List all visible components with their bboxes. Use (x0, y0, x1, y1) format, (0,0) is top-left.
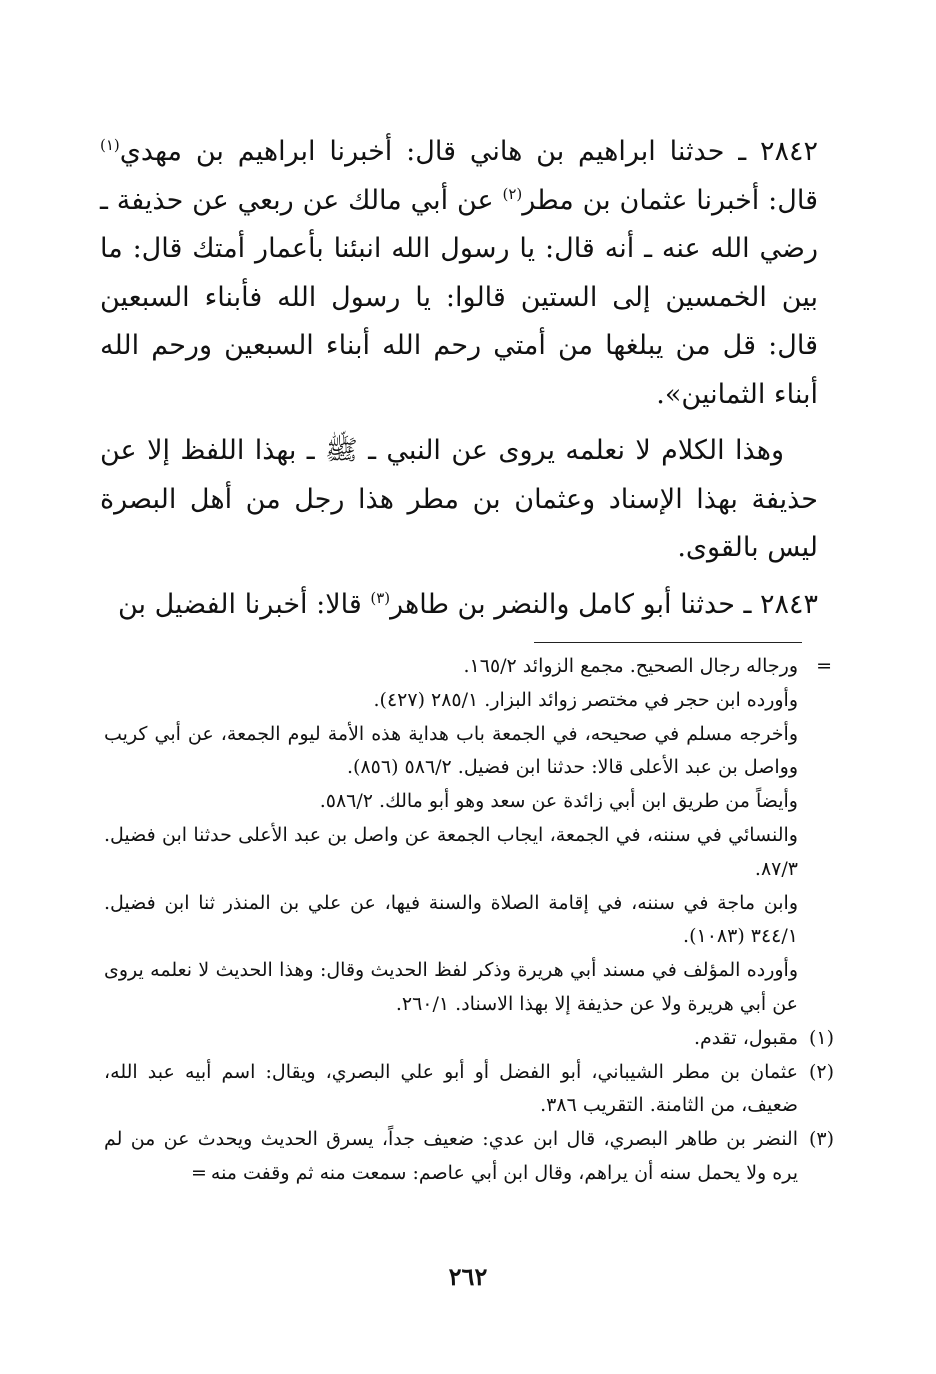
footnote-text: النضر بن طاهر البصري، قال ابن عدي: ضعيف جداً، يسرق الحديث ويحدث عن من لم يره ولا يحمل سنه أن يراهم، وقال ابن أبي عاصم: سمعت منه ثم وقفت منه (104, 1128, 798, 1184)
footnote-1 (104, 1022, 834, 1056)
continuation-mark: = (190, 1161, 207, 1184)
footnote-separator (534, 642, 802, 643)
commentary-paragraph: وهذا الكلام لا نعلمه يروى عن النبي ـ ﷺ ـ بهذا اللفظ إلا عن حذيفة بهذا الإسناد وعثمان بن مطر هذا رجل من أهل البصرة ليس بالقوى. (100, 435, 818, 563)
footnote-label: (٣) (808, 1128, 834, 1151)
hadith-text: عن أبي مالك عن ربعي عن حذيفة ـ رضي الله عنه ـ أنه قال: يا رسول الله انبئنا بأعمار أمتك قال: ما بين الخمسين إلى الستين قالوا: يا رسول الله فأبناء السبعين قال: قل من يبلغها من أمتي رحم الله أبناء السبعين ورحم الله أبناء الثمانين». (100, 184, 818, 410)
footnote-line: وأورده المؤلف في مسند أبي هريرة وذكر لفظ الحديث وقال: وهذا الحديث لا نعلمه يروى عن أبي هريرة ولا عن حذيفة إلا بهذا الاسناد. ٢٦٠/١. (104, 959, 798, 1015)
footnote-line: والنسائي في سننه، في الجمعة، ايجاب الجمعة عن واصل بن عبد الأعلى حدثنا ابن فضيل. ٨٧/٣. (104, 823, 798, 880)
footnote-ref: (١) (100, 136, 120, 154)
footnote-3 (104, 1123, 834, 1191)
page-number: ٢٦٢ (448, 1262, 488, 1291)
hadith-text: ـ حدثنا ابراهيم بن هاني قال: أخبرنا ابراهيم بن مهدي (119, 136, 747, 167)
footnote-line: وابن ماجة في سننه، في إقامة الصلاة والسنة فيها، عن علي بن المنذر ثنا ابن فضيل. ٣٤٤/١ (١٠٨٣). (104, 891, 798, 948)
footnote-ref: (٣) (370, 588, 391, 607)
footnotes (104, 650, 834, 1191)
footnote-text: مقبول، تقدم. (694, 1026, 798, 1049)
hadith-2843 (100, 581, 818, 630)
footnote-text: عثمان بن مطر الشيباني، أبو الفضل أو أبو علي البصري، ويقال: اسم أبيه عبد الله، ضعيف، من الثامنة. التقريب ٣٨٦. (104, 1060, 798, 1117)
footnote-line: = ورجاله رجال الصحيح. مجمع الزوائد ١٦٥/٢. (104, 650, 798, 684)
footnote-line: وأخرجه مسلم في صحيحه، في الجمعة باب هداية هذه الأمة ليوم الجمعة، عن أبي كريب وواصل بن عبد الأعلى قالا: حدثنا ابن فضيل. ٥٨٦/٢ (٨٥٦). (104, 722, 798, 779)
main-text (100, 128, 818, 629)
hadith-text: ـ حدثنا أبو كامل والنضر بن طاهر (390, 588, 752, 620)
footnote-label: (١) (808, 1026, 834, 1049)
continuation-mark: = (816, 655, 832, 677)
hadith-text: قال: أخبرنا عثمان بن مطر (522, 184, 818, 216)
hadith-2842 (100, 128, 818, 419)
hadith-text: قالا: أخبرنا الفضيل بن (117, 588, 371, 620)
hadith-number: ٢٨٤٣ (759, 588, 818, 620)
hadith-number: ٢٨٤٢ (759, 136, 818, 167)
footnote-line: وأورده ابن حجر في مختصر زوائد البزار. ٢٨٥/١ (٤٢٧). (373, 688, 798, 711)
footnote-label: (٢) (808, 1060, 834, 1083)
footnote-2 (104, 1056, 834, 1124)
footnote-ref: (٢) (502, 184, 523, 203)
footnote-line: وأيضاً من طريق ابن أبي زائدة عن سعد وهو أبو مالك. ٥٨٦/٢. (319, 790, 798, 813)
